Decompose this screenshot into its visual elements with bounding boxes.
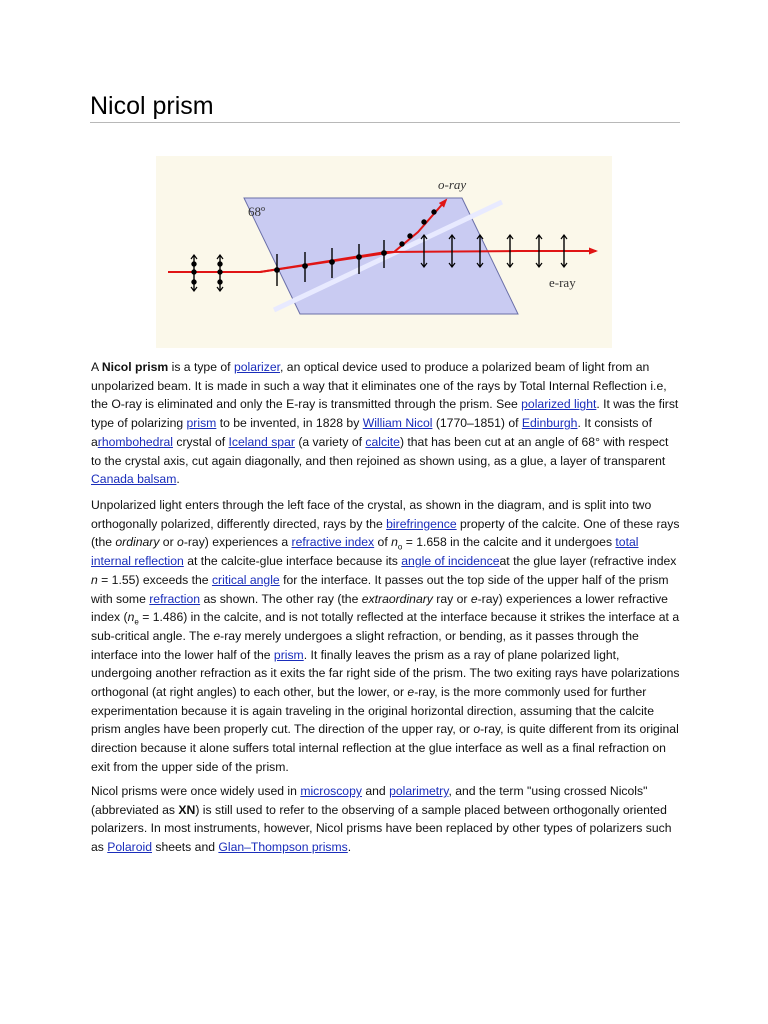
text: of xyxy=(374,535,392,550)
link-polarizer[interactable]: polarizer xyxy=(233,360,281,374)
link-rhombohedral[interactable]: rhombohedral xyxy=(97,434,173,449)
link-william-nicol[interactable]: William Nicol xyxy=(362,416,433,431)
text: = 1.55) exceeds the xyxy=(97,572,212,587)
link-calcite[interactable]: calcite xyxy=(365,434,400,449)
e-ray-label: e-ray xyxy=(549,275,576,290)
text: -ray merely undergoes a slight refraction, or bending, as it passes through the interface into the lower half of the xyxy=(91,628,639,662)
link-angle-of-incidence[interactable]: angle of incidence xyxy=(401,554,500,569)
link-refraction[interactable]: refraction xyxy=(149,591,201,606)
text: or xyxy=(159,535,178,550)
text: crystal of xyxy=(172,434,229,449)
paragraph-mechanism xyxy=(91,496,681,777)
paragraph-intro xyxy=(91,358,681,489)
text: . It consists of a xyxy=(91,416,652,449)
text: ) is still used to refer to the observing of a sample placed between orthogonally oriented polarizers. In most instruments, however, Nicol prisms have been replaced by other types of polarizers such as xyxy=(91,802,672,855)
text: Nicol prisms were once widely used in xyxy=(91,784,301,798)
link-edinburgh[interactable]: Edinburgh xyxy=(521,416,578,431)
nicol-prism-diagram xyxy=(156,156,612,348)
italic-term: ordinary xyxy=(115,535,160,550)
link-iceland-spar[interactable]: Iceland spar xyxy=(228,434,295,449)
italic-term: n xyxy=(127,610,135,625)
text: ray or xyxy=(432,591,471,606)
text: ) that has been cut at an angle of 68° with respect to the crystal axis, cut again diagonally, and then rejoined as shown using, as a glue, a layer of transparent xyxy=(91,434,669,468)
italic-term: e xyxy=(470,591,478,606)
paragraph-usage xyxy=(91,782,681,857)
text: property of the calcite. One of these rays (the xyxy=(91,516,680,550)
link-critical-angle[interactable]: critical angle xyxy=(211,572,280,587)
subscript: o xyxy=(397,542,403,552)
italic-term: n xyxy=(391,535,398,550)
link-total-internal-reflection[interactable]: total internal reflection xyxy=(91,535,639,569)
text: = 1.486) in the calcite, and is not totally reflected at the interface because it strikes the interface at a sub-critical angle. The xyxy=(91,610,680,643)
text: . xyxy=(347,840,352,855)
text: . It finally leaves the prism as a ray of plane polarized light, undergoing another refraction as it exits the far right side of the prism. The two exiting rays have polarizations orthogonal (at right angles) to each other, but the lower, or xyxy=(91,647,680,700)
o-ray-label: o-ray xyxy=(438,177,467,192)
bold-term: XN xyxy=(178,802,196,817)
italic-term: extraordinary xyxy=(361,591,433,606)
link-refractive-index[interactable]: refractive index xyxy=(291,535,375,550)
link-glan-thompson-prisms[interactable]: Glan–Thompson prisms xyxy=(218,840,348,855)
italic-term: n xyxy=(91,572,98,587)
link-polarized-light[interactable]: polarized light xyxy=(521,397,597,412)
title-divider xyxy=(90,122,680,123)
link-birefringence[interactable]: birefringence xyxy=(386,516,457,531)
text: -ray) experiences a xyxy=(183,535,292,550)
text: Unpolarized light enters through the left face of the crystal, as shown in the diagram, and is split into two orthogonally polarized, differently directed, rays by the xyxy=(91,498,652,531)
text: -ray, is the more commonly used for further experimentation because it is again traveling in the original horizontal direction, assuming that the calcite prism angles have been properly cut. The direction of the upper ray, or xyxy=(91,685,654,737)
text: , an optical device used to produce a polarized beam of light from an unpolarized beam. It is made in such a way that it eliminates one of the rays by Total Internal Reflection i.e, the O-ray is eliminated and only the E-ray is transmitted through the prism. See xyxy=(91,360,667,412)
bold-term: Nicol prism xyxy=(101,360,169,374)
italic-term: o xyxy=(177,535,184,550)
text: , and the term "using crossed Nicols" (abbreviated as xyxy=(91,784,648,817)
italic-term: e xyxy=(407,685,415,700)
page-title: Nicol prism xyxy=(90,92,214,120)
link-canada-balsam[interactable]: Canada balsam xyxy=(91,472,177,487)
nicol-prism-figure xyxy=(156,156,612,348)
text: = 1.658 in the calcite and it undergoes xyxy=(402,535,616,550)
text: (a variety of xyxy=(294,434,366,449)
text: is a type of xyxy=(168,360,234,374)
text: -ray) experiences a lower refractive index ( xyxy=(91,591,668,625)
text: to be invented, in 1828 by xyxy=(216,416,363,431)
text: . It was the first type of polarizing xyxy=(91,397,679,431)
text: (1770–1851) of xyxy=(432,416,522,431)
text: at the glue layer (refractive index xyxy=(499,554,677,569)
italic-term: e xyxy=(213,628,221,643)
link-polaroid[interactable]: Polaroid xyxy=(107,840,152,855)
subscript: e xyxy=(134,617,139,627)
text: -ray, is quite different from its original direction because it alone suffers total internal reflection at the glue interface as well as a final refraction on exit from the upper side of the prism. xyxy=(91,722,679,774)
link-microscopy[interactable]: microscopy xyxy=(300,784,362,798)
italic-term: o xyxy=(473,722,481,737)
angle-label: 68º xyxy=(248,204,266,219)
link-prism[interactable]: prism xyxy=(186,416,217,431)
text: as shown. The other ray (the xyxy=(200,591,362,606)
text: . xyxy=(176,472,180,487)
text: for the interface. It passes out the top side of the upper half of the prism with some xyxy=(91,572,669,606)
link-polarimetry[interactable]: polarimetry xyxy=(389,784,449,798)
text: sheets and xyxy=(151,840,219,855)
text: at the calcite-glue interface because its xyxy=(183,554,402,569)
text: and xyxy=(361,784,390,798)
text: A xyxy=(91,360,102,374)
link-prism-2[interactable]: prism xyxy=(273,647,304,662)
